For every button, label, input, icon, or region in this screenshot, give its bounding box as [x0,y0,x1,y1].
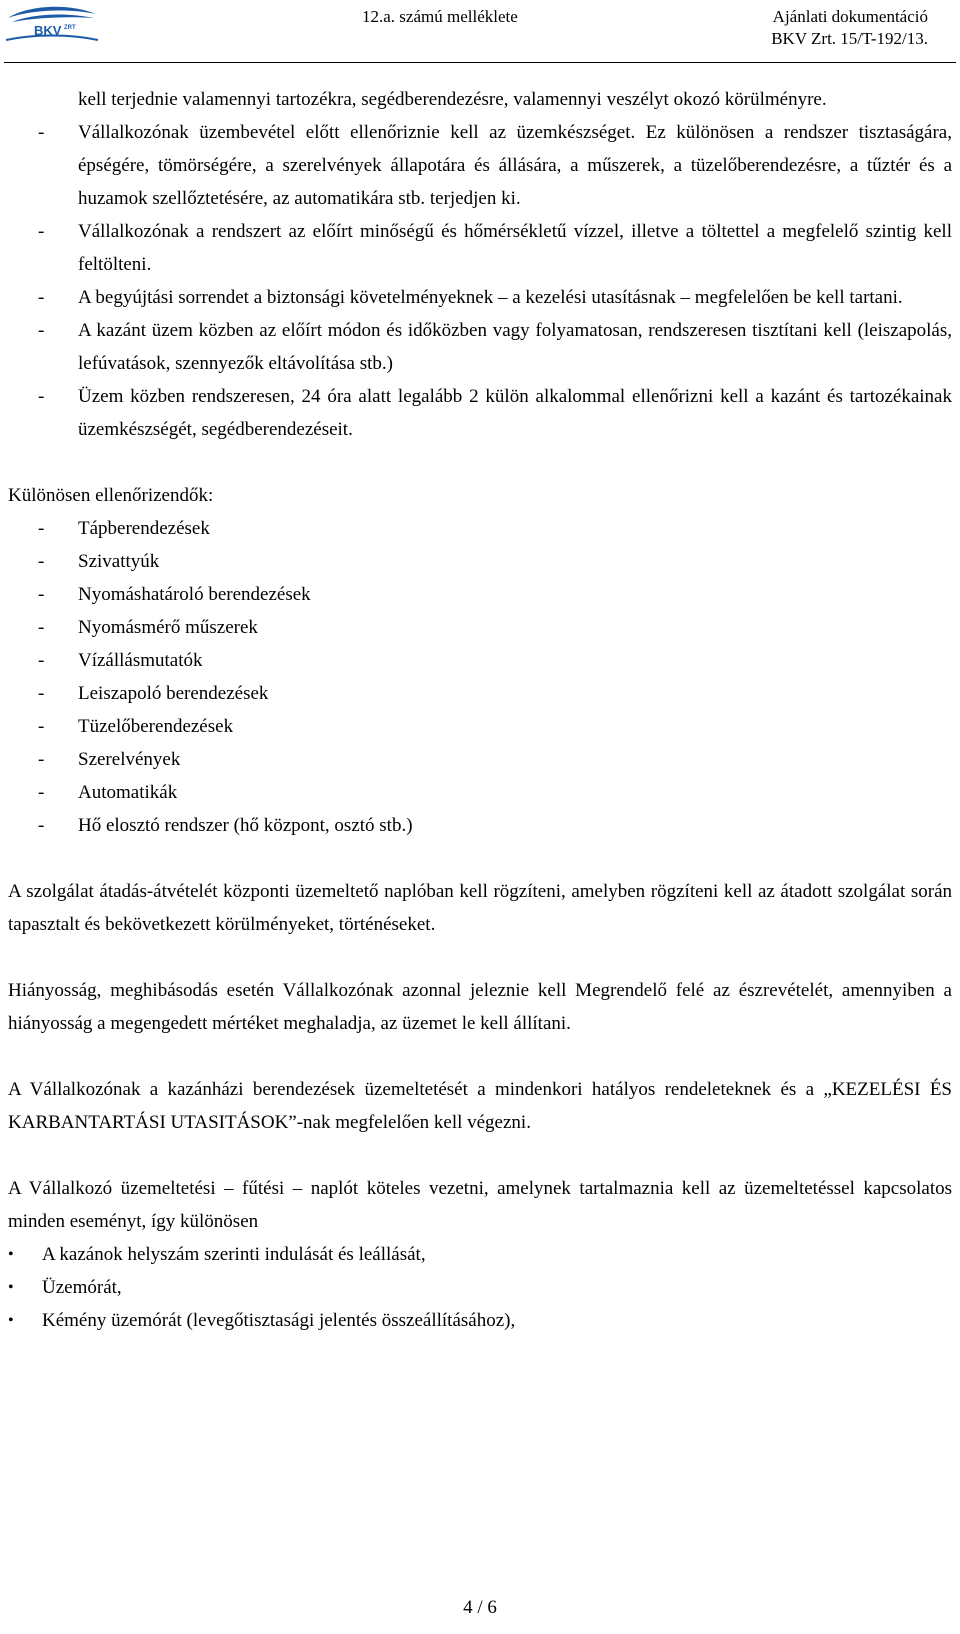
dash-list-item: - A kazánt üzem közben az előírt módon és időközben vagy folyamatosan, rendszeresen tisztítani kell (leiszapolás, lefúvatások, szennyezők eltávolítása stb.) [8,314,952,380]
logo-text: BKV [34,23,62,38]
dash-marker: - [38,749,45,770]
check-list-item: - Hő elosztó rendszer (hő központ, osztó stb.) [8,809,952,842]
dash-list-item: - Vállalkozónak üzembevétel előtt ellenőriznie kell az üzemkészséget. Ez különösen a rendszer tisztaságára, épségére, tömörségére, a szerelvények állapotára és állására, a műszerek, a tüzelőberendezésre, a tűztér és a huzamok szellőztetésére, az automatikára stb. terjedjen ki. [8,116,952,215]
dash-marker: - [38,386,45,407]
dash-marker: - [38,815,45,836]
bullet-list-item: • A kazánok helyszám szerinti indulását és leállását, [8,1238,952,1271]
page-content [8,83,952,1337]
header-doc-ref [771,6,928,50]
logo-sup: ZRT [64,25,76,31]
paragraph-regulations: A Vállalkozónak a kazánházi berendezések üzemeltetését a mindenkori hatályos rendeleteknek és a „KEZELÉSI ÉS KARBANTARTÁSI UTASITÁSOK”-nak megfelelően kell végezni. [8,1079,952,1133]
header-doc-number: BKV Zrt. 15/T-192/13. [771,29,928,48]
dash-marker: - [38,617,45,638]
check-list-item: - Szerelvények [8,743,952,776]
check-list-item: - Szivattyúk [8,545,952,578]
check-list-item: - Automatikák [8,776,952,809]
dash-marker: - [38,584,45,605]
bkv-logo [4,4,100,44]
intro-continuation: kell terjednie valamennyi tartozékra, segédberendezésre, valamennyi veszélyt okozó körülményre. [78,89,827,110]
check-list-item: - Vízállásmutatók [8,644,952,677]
check-list-title: Különösen ellenőrizendők: [8,485,214,506]
check-list-item: - Leiszapoló berendezések [8,677,952,710]
dash-list-item: - Vállalkozónak a rendszert az előírt minőségű és hőmérsékletű vízzel, illetve a töltettel a megfelelő szintig kell feltölteni. [8,215,952,281]
page-header [0,0,960,66]
bullet-list-item: • Üzemórát, [8,1271,952,1304]
paragraph-defects: Hiányosság, meghibásodás esetén Vállalkozónak azonnal jeleznie kell Megrendelő felé az észrevételét, amennyiben a hiányosság a megengedett mértéket meghaladja, az üzemet le kell állítani. [8,980,952,1034]
dash-marker: - [38,716,45,737]
dash-marker: - [38,287,45,308]
dash-list-item: - A begyújtási sorrendet a biztonsági követelményeknek – a kezelési utasításnak – megfelelően be kell tartani. [8,281,952,314]
dash-marker: - [38,683,45,704]
dash-marker: - [38,221,45,242]
header-rule [4,62,956,63]
bullet-marker: • [8,1312,14,1329]
page-number: 4 / 6 [463,1597,497,1618]
bullet-marker: • [8,1279,14,1296]
check-list-item: - Nyomáshatároló berendezések [8,578,952,611]
bullet-list [8,1238,952,1337]
check-list-item: - Tápberendezések [8,512,952,545]
dash-marker: - [38,650,45,671]
check-list-item: - Nyomásmérő műszerek [8,611,952,644]
dash-marker: - [38,518,45,539]
header-annex-title: 12.a. számú melléklete [362,7,518,26]
dash-marker: - [38,122,45,143]
bullet-list-item: • Kémény üzemórát (levegőtisztasági jelentés összeállításához), [8,1304,952,1337]
dash-marker: - [38,782,45,803]
paragraph-logbook: A Vállalkozó üzemeltetési – fűtési – naplót köteles vezetni, amelynek tartalmaznia kell az üzemeltetéssel kapcsolatos minden eseményt, így különösen [8,1178,952,1232]
check-list-item: - Tüzelőberendezések [8,710,952,743]
paragraph-handover: A szolgálat átadás-átvételét központi üzemeltető naplóban kell rögzíteni, amelyben rögzíteni kell az átadott szolgálat során tapasztalt és bekövetkezett körülményeket, történéseket. [8,881,952,935]
bullet-marker: • [8,1246,14,1263]
dash-marker: - [38,551,45,572]
dash-list [8,116,952,446]
header-doc-type: Ajánlati dokumentáció [772,7,928,26]
check-list [8,512,952,842]
dash-marker: - [38,320,45,341]
dash-list-item: - Üzem közben rendszeresen, 24 óra alatt legalább 2 külön alkalommal ellenőrizni kell a kazánt és tartozékainak üzemkészségét, segédberendezéseit. [8,380,952,446]
